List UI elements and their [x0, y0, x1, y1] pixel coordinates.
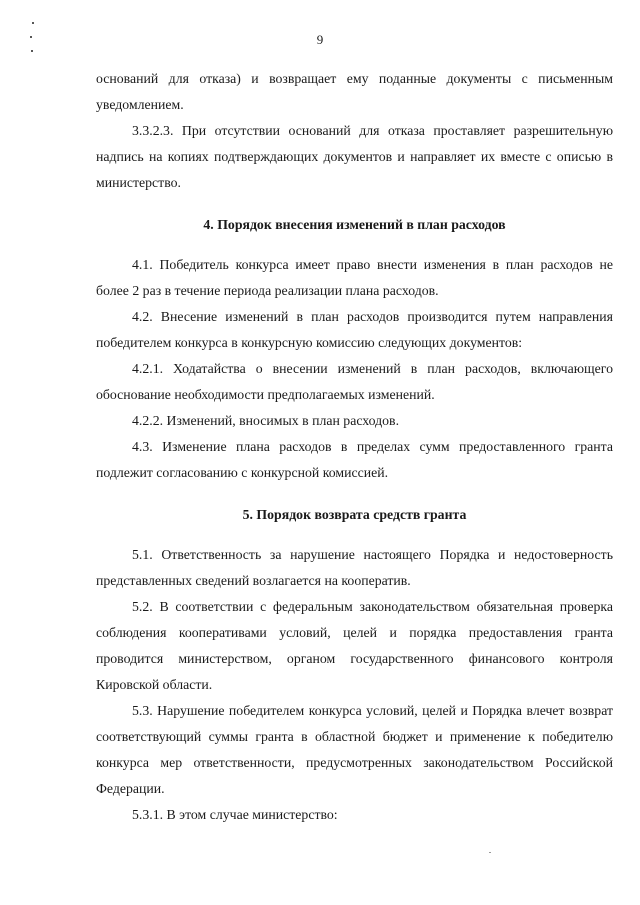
paragraph-4-3: 4.3. Изменение плана расходов в пределах сумм предоставленного гранта подлежит согласованию с конкурсной комиссией.	[96, 439, 613, 480]
page-number: 9	[316, 32, 324, 47]
paragraph-4-2: 4.2. Внесение изменений в план расходов производится путем направления победителем конкурса в конкурсную комиссию следующих документов:	[96, 309, 613, 350]
paragraph-continuation: оснований для отказа) и возвращает ему поданные документы с письменным уведомлением.	[96, 71, 613, 112]
paragraph-4-2-2: 4.2.2. Изменений, вносимых в план расходов.	[132, 413, 400, 428]
section-4-heading: 4. Порядок внесения изменений в план расходов	[203, 217, 506, 232]
paragraph-5-3: 5.3. Нарушение победителем конкурса условий, целей и Порядка влечет возврат соответствующий суммы гранта в областной бюджет и применение к победителю конкурса мер ответственности, предусмотренных законодательством Российской Федерации.	[96, 703, 613, 796]
paragraph-4-2-1: 4.2.1. Ходатайства о внесении изменений в план расходов, включающего обоснование необходимости предполагаемых изменений.	[96, 361, 613, 402]
paragraph-4-1: 4.1. Победитель конкурса имеет право внести изменения в план расходов не более 2 раз в течение периода реализации плана расходов.	[96, 257, 613, 298]
paragraph-3-3-2-3: 3.3.2.3. При отсутствии оснований для отказа проставляет разрешительную надпись на копиях подтверждающих документов и направляет их вместе с описью в министерство.	[96, 123, 613, 190]
section-5-heading: 5. Порядок возврата средств гранта	[242, 507, 467, 522]
document-body	[96, 66, 613, 828]
paragraph-5-1: 5.1. Ответственность за нарушение настоящего Порядка и недостоверность представленных сведений возлагается на кооператив.	[96, 547, 613, 588]
scan-speck	[489, 852, 491, 853]
margin-dot	[32, 22, 34, 24]
paragraph-5-3-1: 5.3.1. В этом случае министерство:	[132, 807, 338, 822]
margin-dot	[31, 50, 33, 52]
paragraph-5-2: 5.2. В соответствии с федеральным законодательством обязательная проверка соблюдения кооперативами условий, целей и порядка предоставления гранта проводится министерством, органом государственного финансового контроля Кировской области.	[96, 599, 613, 692]
